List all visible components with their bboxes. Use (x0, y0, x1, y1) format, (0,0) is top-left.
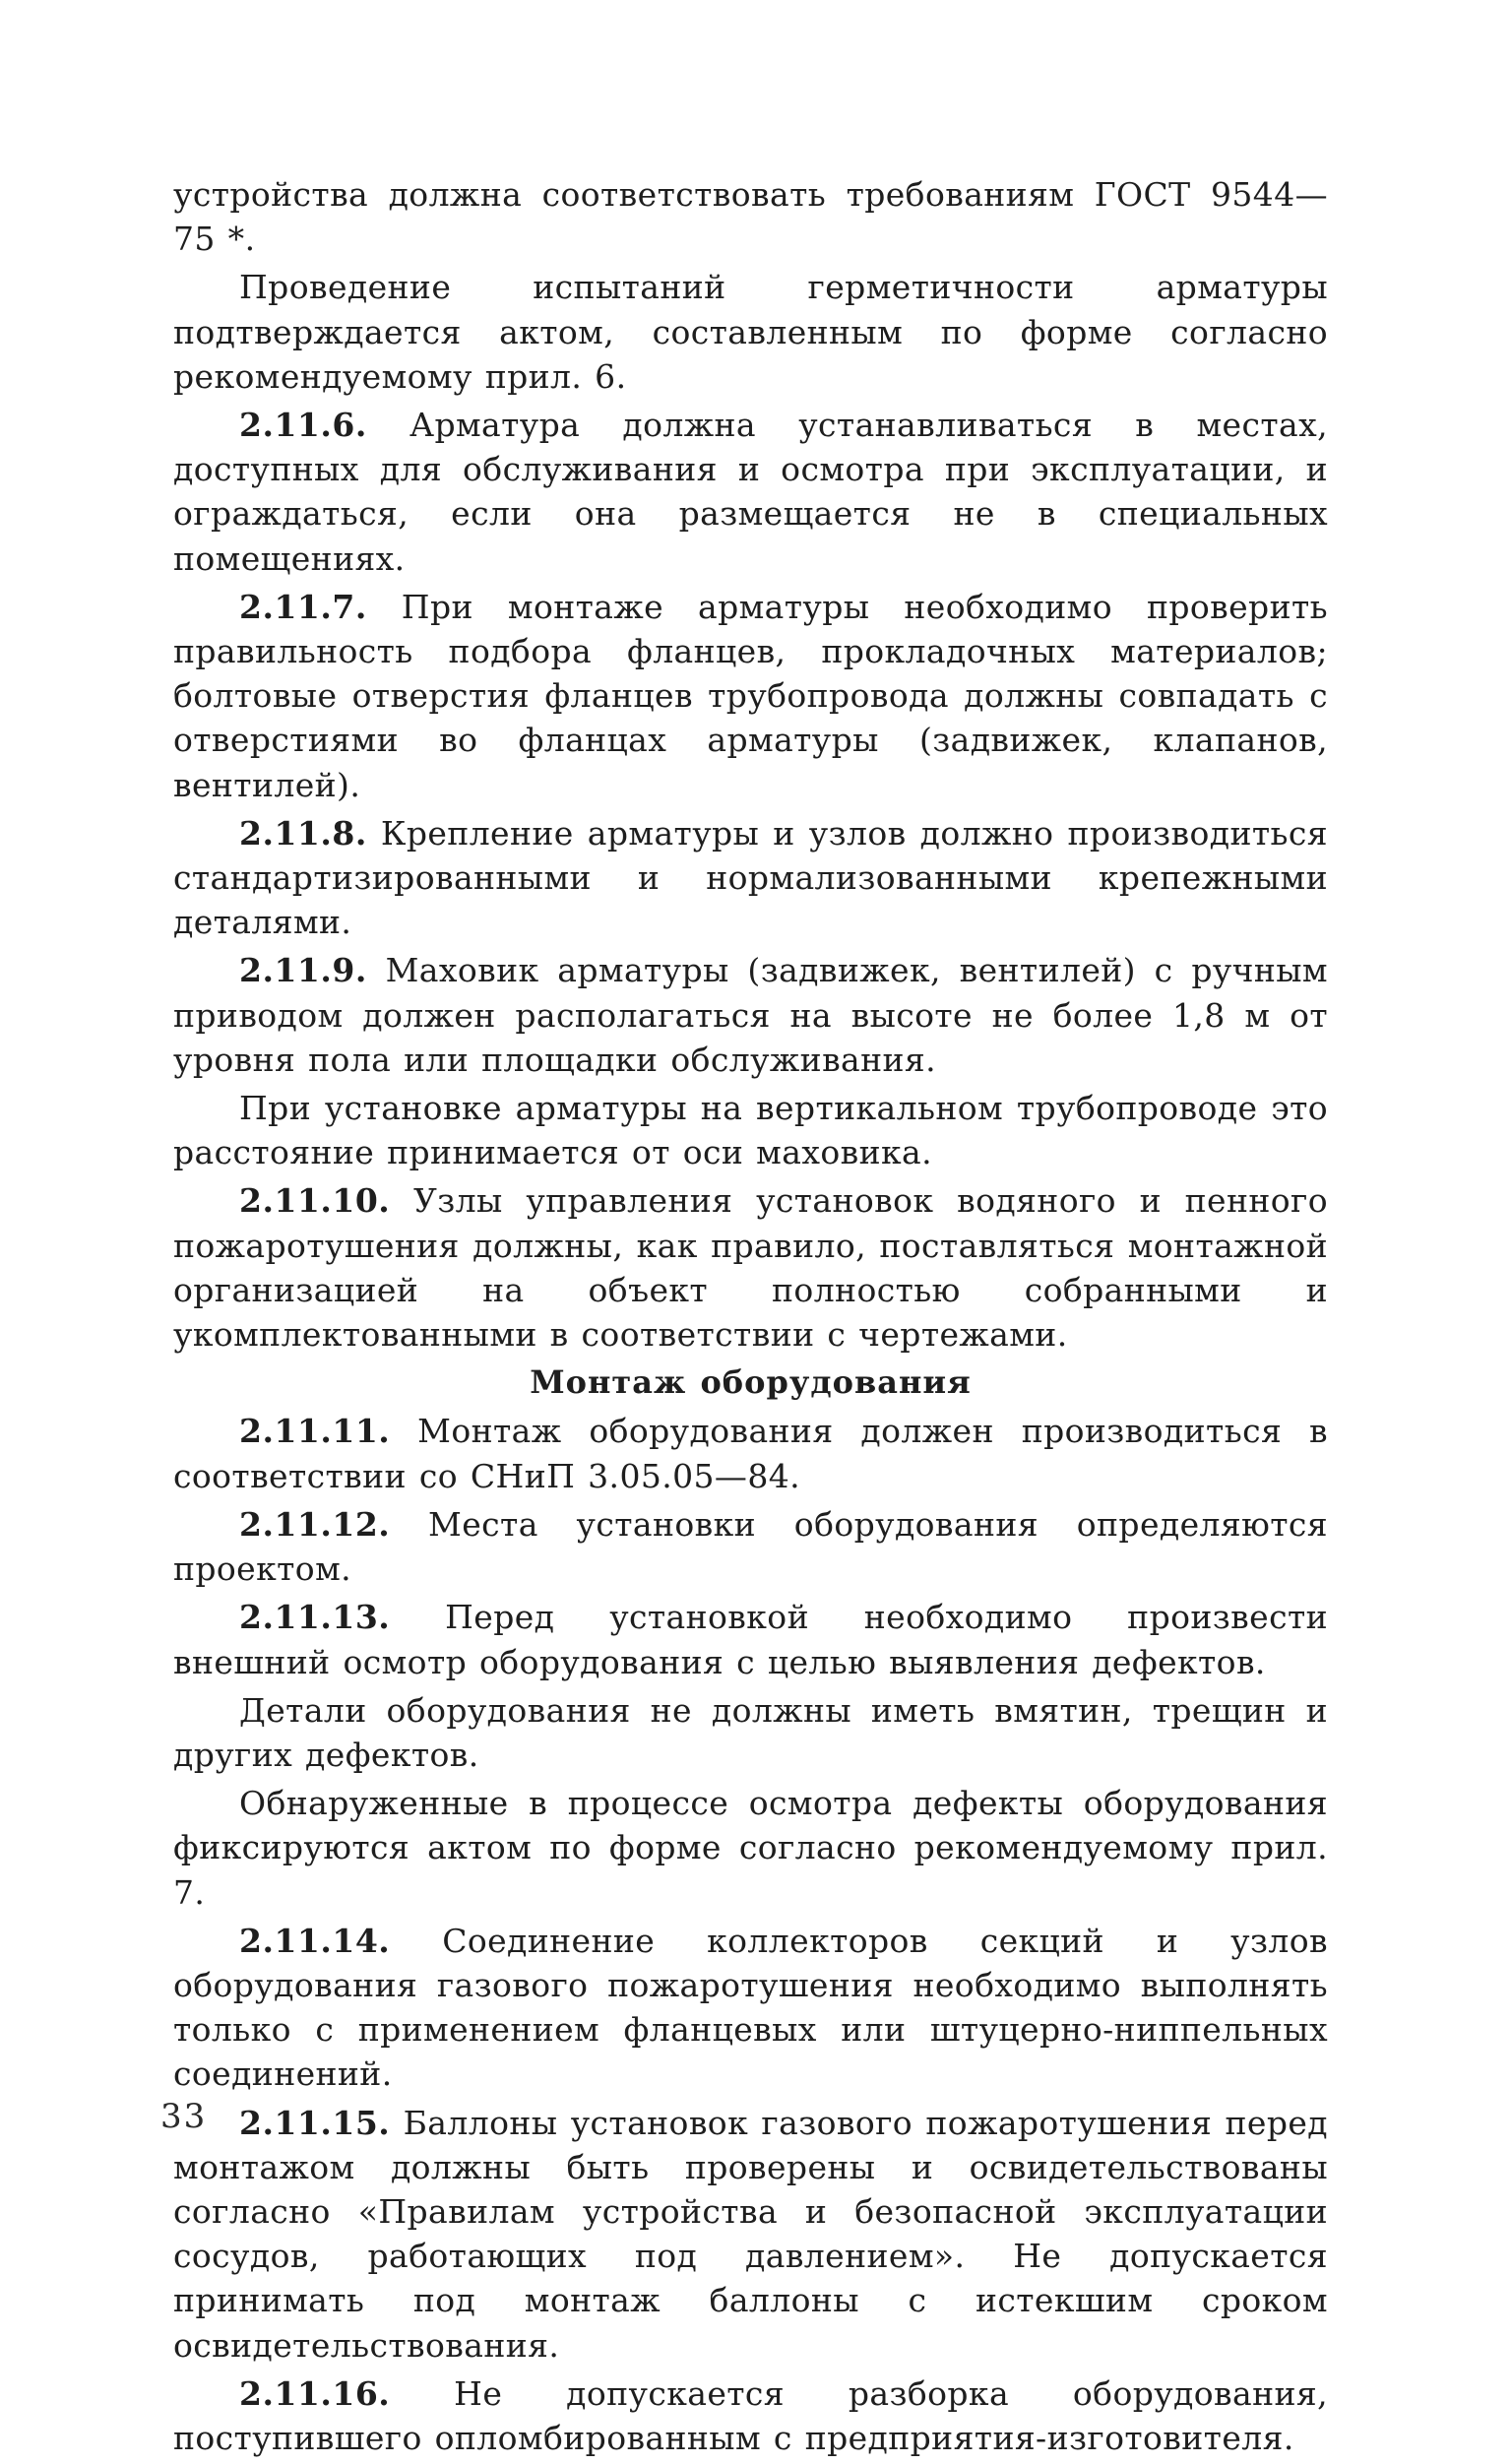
paragraph-vertical-pipe (173, 1086, 1328, 1174)
paragraph-2-11-10 (173, 1178, 1328, 1357)
paragraph-text: При монтаже арматуры необходимо проверить правильность подбора фланцев, прокладочных материалов; болтовые отверстия фланцев трубопровода должны совпадать с отверстиями во фланцах арматуры (задвижек, клапанов, вентилей). (173, 587, 1328, 804)
paragraph-text: Крепление арматуры и узлов должно производиться стандартизированными и нормализованными крепежными деталями. (173, 813, 1328, 942)
paragraph-text: Обнаруженные в процессе осмотра дефекты оборудования фиксируются актом по форме согласно рекомендуемому прил. 7. (173, 1784, 1328, 1912)
clause-number: 2.11.12. (239, 1504, 391, 1544)
paragraph-2-11-8 (173, 811, 1328, 945)
paragraph-test-act (173, 265, 1328, 399)
clause-number: 2.11.7. (239, 587, 367, 626)
paragraph-text: Не допускается разборка оборудования, поступившего опломбированным с предприятия-изготовителя. (173, 2373, 1328, 2457)
clause-number: 2.11.15. (239, 2103, 391, 2142)
paragraph-2-11-7 (173, 585, 1328, 807)
paragraph-text: Соединение коллекторов секций и узлов оборудования газового пожаротушения необходимо выполнять только с применением фланцевых или штуцерно-ниппельных соединений. (173, 1921, 1328, 2094)
paragraph-text: устройства должна соответствовать требованиям ГОСТ 9544—75 *. (173, 175, 1328, 259)
paragraph-2-11-12 (173, 1502, 1328, 1591)
paragraph-2-11-13 (173, 1595, 1328, 1683)
clause-number: 2.11.10. (239, 1181, 391, 1221)
clause-number: 2.11.14. (239, 1921, 391, 1960)
paragraph-text: Детали оборудования не должны иметь вмятин, трещин и других дефектов. (173, 1690, 1328, 1774)
paragraph-2-11-9 (173, 948, 1328, 1082)
section-heading: Монтаж оборудования (530, 1363, 972, 1402)
paragraph-text: Перед установкой необходимо произвести внешний осмотр оборудования с целью выявления дефектов. (173, 1598, 1329, 1681)
paragraph-defects (173, 1688, 1328, 1777)
paragraph-text: Маховик арматуры (задвижек, вентилей) с ручным приводом должен располагаться на высоте не более 1,8 м от уровня пола или площадки обслуживания. (173, 951, 1329, 1079)
paragraph-text: Монтаж оборудования должен производиться в соответствии со СНиП 3.05.05—84. (173, 1412, 1329, 1495)
paragraph-text: Проведение испытаний герметичности арматуры подтверждается актом, составленным по форме согласно рекомендуемому прил. 6. (173, 268, 1328, 396)
clause-number: 2.11.6. (239, 406, 367, 445)
paragraph-2-11-14 (173, 1919, 1328, 2097)
page-number: 33 (160, 2097, 208, 2136)
clause-number: 2.11.16. (239, 2373, 391, 2413)
paragraph-continuation (173, 172, 1328, 261)
paragraph-text: Места установки оборудования определяются проектом. (173, 1504, 1328, 1589)
body-text (173, 172, 1328, 2464)
paragraph-2-11-15 (173, 2101, 1328, 2368)
paragraph-2-11-16 (173, 2371, 1328, 2460)
paragraph-2-11-11 (173, 1409, 1328, 1497)
paragraph-text: При установке арматуры на вертикальном трубопроводе это расстояние принимается от оси маховика. (173, 1089, 1328, 1172)
clause-number: 2.11.9. (239, 951, 367, 990)
clause-number: 2.11.13. (239, 1598, 391, 1637)
paragraph-text: Узлы управления установок водяного и пенного пожаротушения должны, как правило, поставляться монтажной организацией на объект полностью собранными и укомплектованными в соответствии с чертежами. (173, 1181, 1328, 1355)
clause-number: 2.11.8. (239, 813, 367, 853)
clause-number: 2.11.11. (239, 1412, 391, 1451)
paragraph-2-11-6 (173, 403, 1328, 581)
paragraph-defects-act (173, 1781, 1328, 1915)
paragraph-text: Арматура должна устанавливаться в местах, доступных для обслуживания и осмотра при эксплуатации, и ограждаться, если она размещается не в специальных помещениях. (173, 406, 1328, 578)
paragraph-text: Баллоны установок газового пожаротушения перед монтажом должны быть проверены и освидетельствованы согласно «Правилам устройства и безопасной эксплуатации сосудов, работающих под давлением». Не допускается принимать под монтаж баллоны с истекшим сроком освидетельствования. (173, 2103, 1329, 2365)
